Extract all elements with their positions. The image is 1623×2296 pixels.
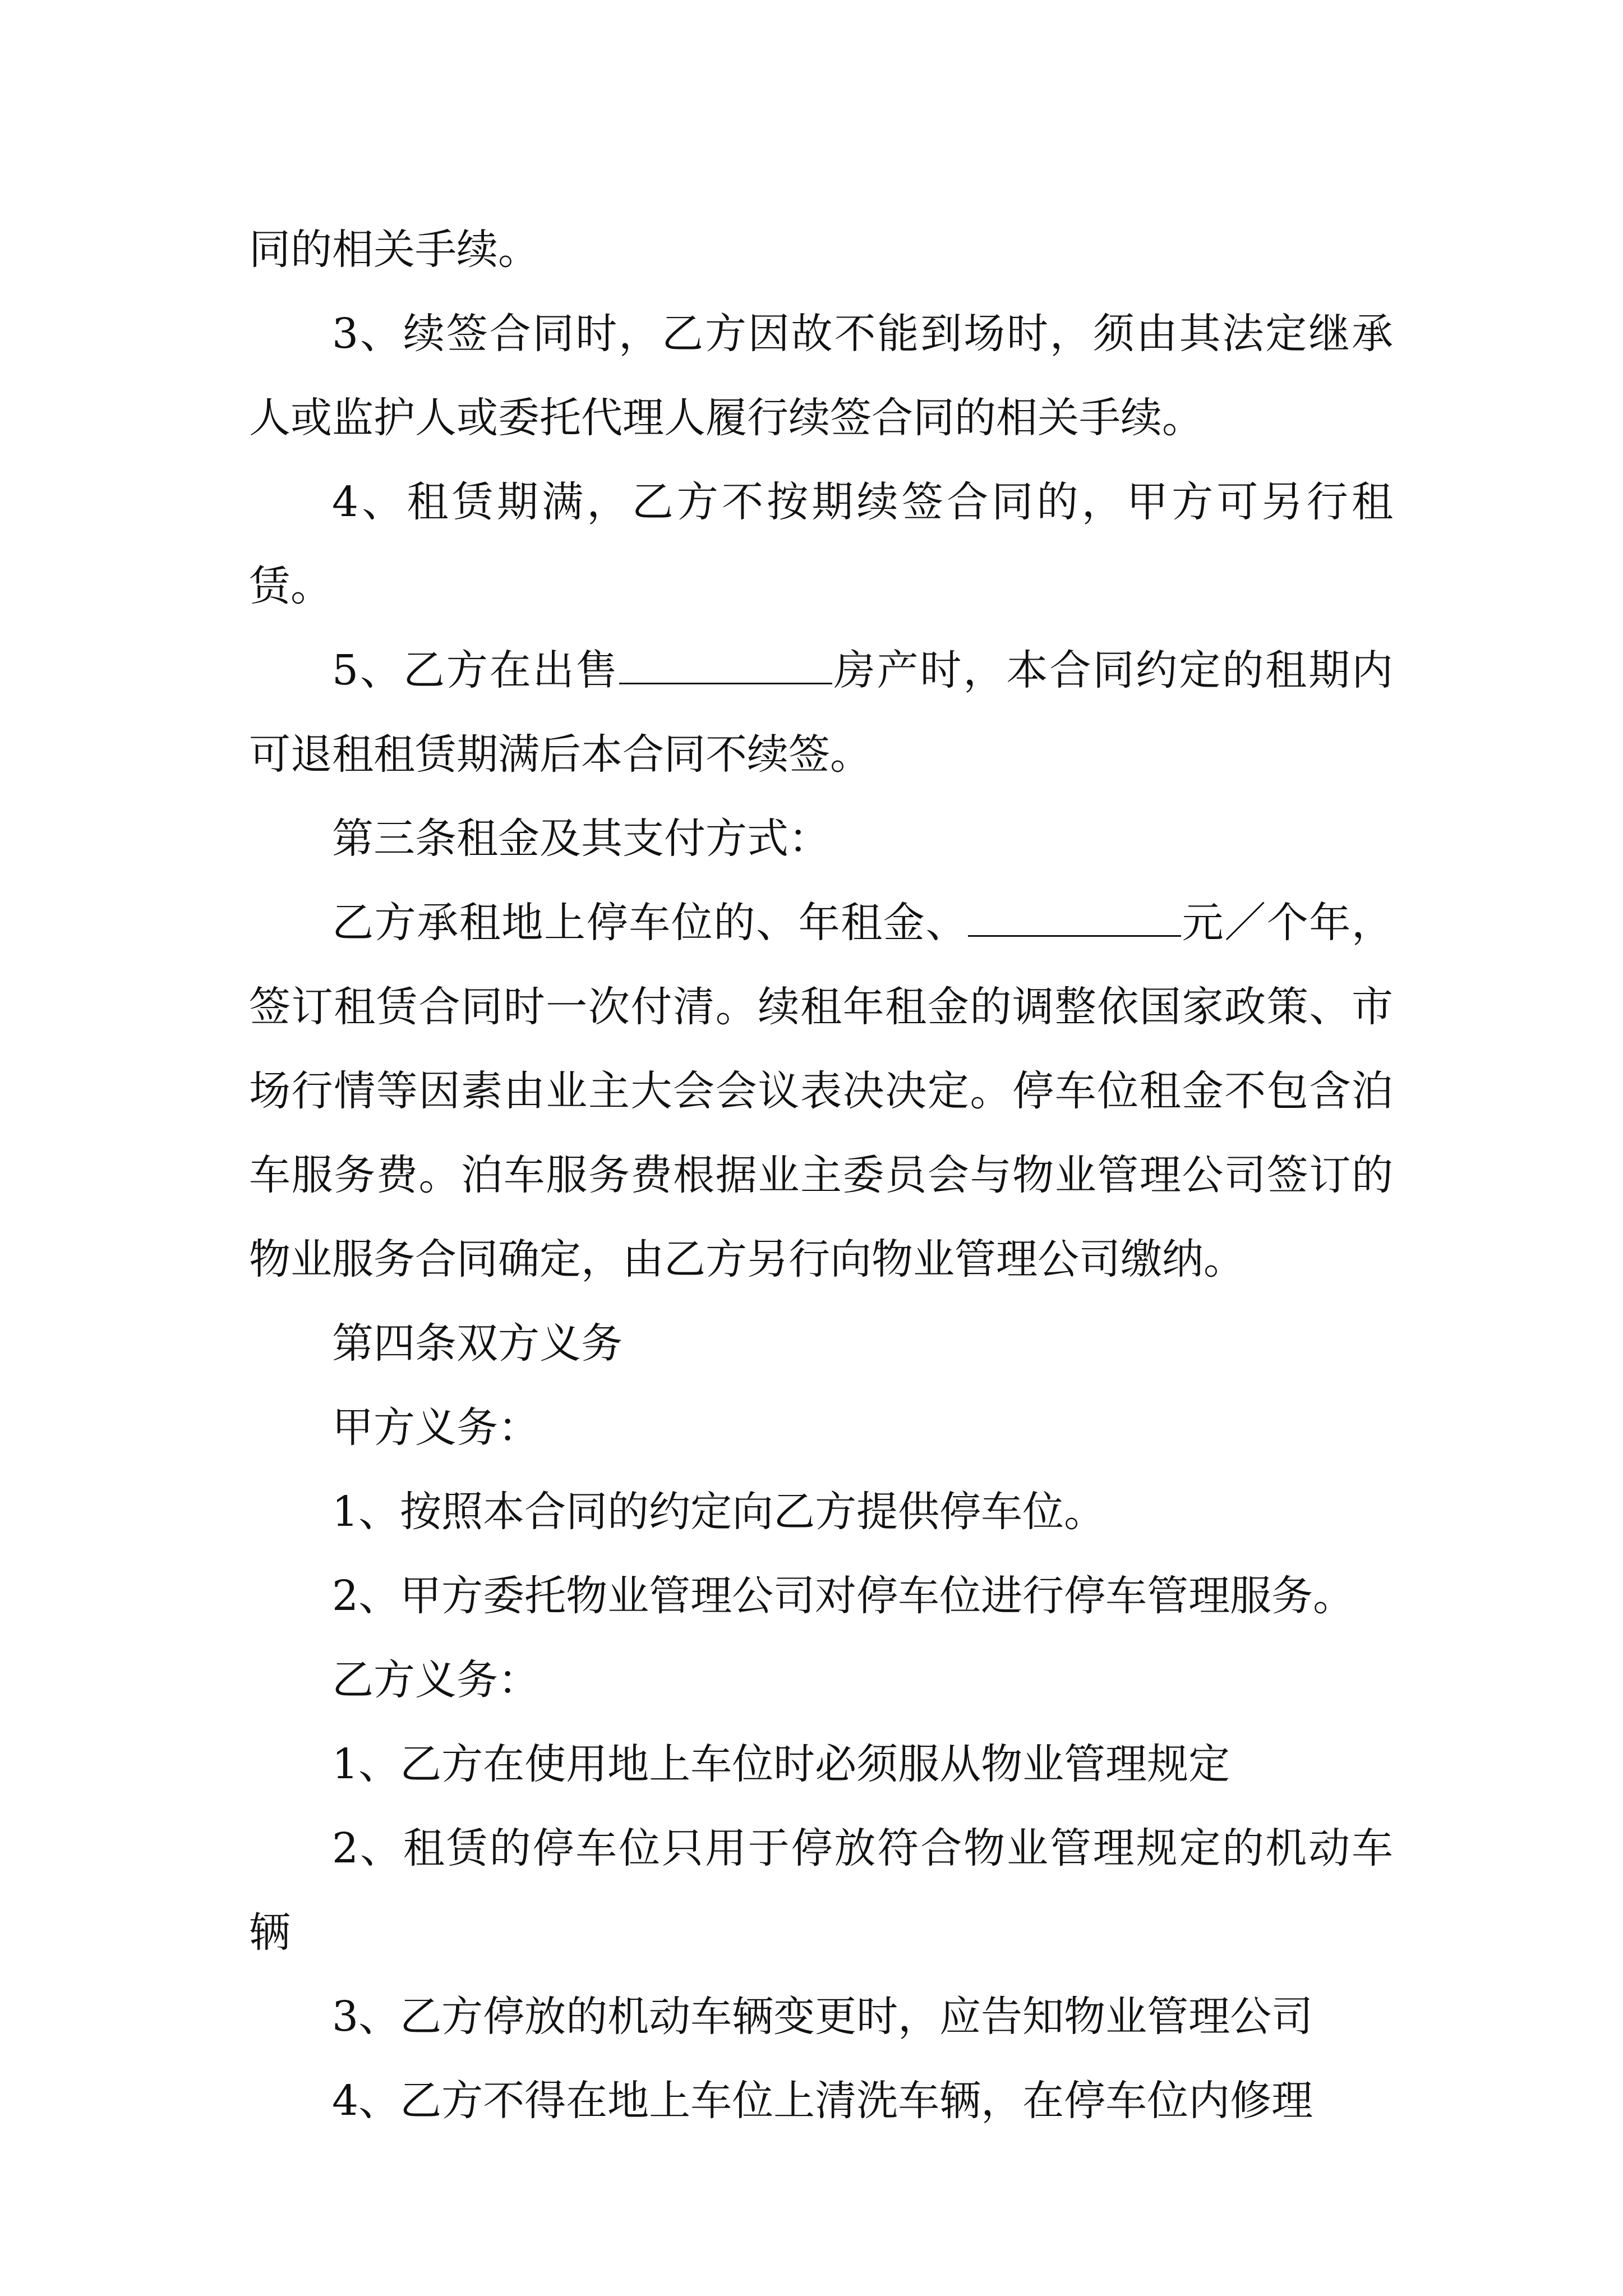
- paragraph: 同的相关手续。: [249, 226, 540, 274]
- document-body: [249, 208, 1393, 2143]
- paragraph-with-blank: [249, 628, 1393, 797]
- paragraph: 2、租赁的停车位只用于停放符合物业管理规定的机动车辆: [249, 1824, 1393, 1957]
- paragraph: 1、按照本合同的约定向乙方提供停车位。: [332, 1488, 1106, 1536]
- paragraph: 4、租赁期满，乙方不按期续签合同的，甲方可另行租赁。: [249, 478, 1393, 610]
- subheading: 乙方义务：: [332, 1656, 540, 1704]
- section-heading: 第三条租金及其支付方式：: [332, 815, 830, 863]
- paragraph-text-after-blank: 房产时，本合同约定的租期内可退租租赁期满后本合同不续签。: [249, 646, 1393, 779]
- paragraph-text-before-blank: 乙方承租地上停车位的、年租金、: [332, 899, 968, 947]
- paragraph-text-after-blank: 元／个年，签订租赁合同时一次付清。续租年租金的调整依国家政策、市场行情等因素由业主大会会议表决决定。停车位租金不包含泊车服务费。泊车服务费根据业主委员会与物业管理公司签订的物业服务合同确定，由乙方另行向物业管理公司缴纳。: [249, 899, 1393, 1283]
- section-heading: 第四条双方义务: [332, 1319, 623, 1368]
- paragraph: 2、甲方委托物业管理公司对停车位进行停车管理服务。: [332, 1572, 1355, 1620]
- fill-in-blank: [619, 643, 832, 684]
- paragraph: 1、乙方在使用地上车位时必须服从物业管理规定: [332, 1740, 1230, 1788]
- paragraph-text-before-blank: 5、乙方在出售: [332, 646, 619, 694]
- fill-in-blank: [968, 896, 1181, 937]
- paragraph: 3、乙方停放的机动车辆变更时，应告知物业管理公司: [332, 1993, 1313, 2041]
- paragraph: 4、乙方不得在地上车位上清洗车辆，在停车位内修理: [332, 2077, 1313, 2125]
- paragraph-with-blank: [249, 881, 1393, 1301]
- paragraph: 3、续签合同时，乙方因故不能到场时，须由其法定继承人或监护人或委托代理人履行续签合同的相关手续。: [249, 310, 1393, 442]
- subheading: 甲方义务：: [332, 1404, 540, 1452]
